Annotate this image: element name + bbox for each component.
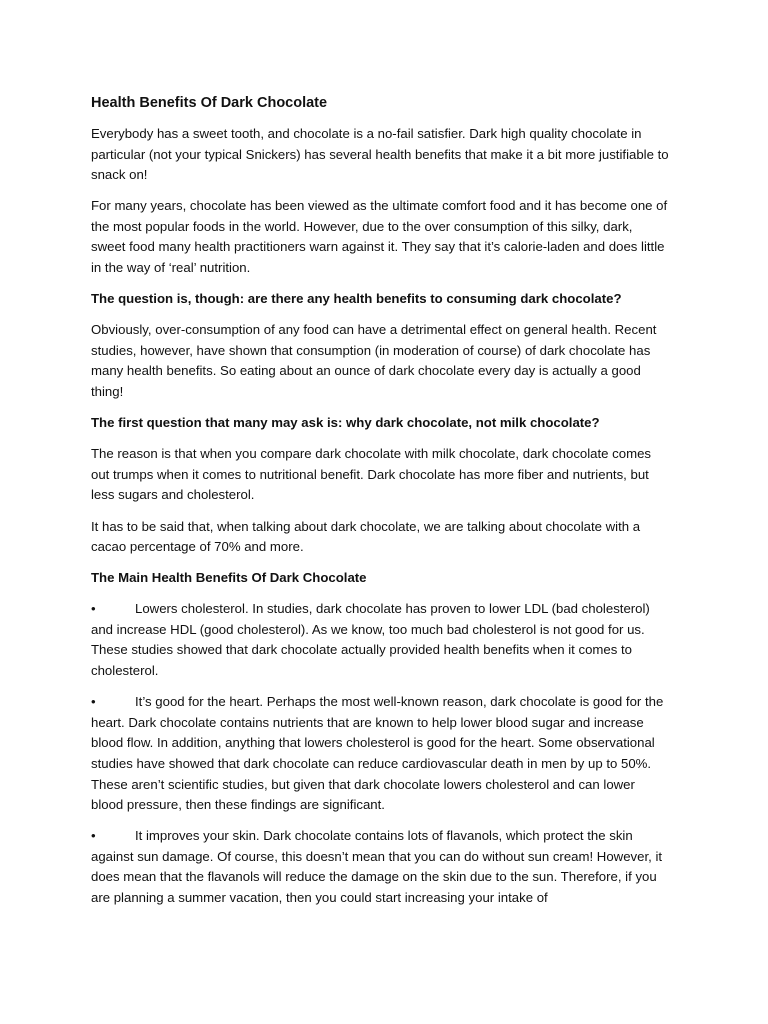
paragraph-intro: Everybody has a sweet tooth, and chocolate is a no-fail satisfier. Dark high quality chocolate in particular (not your typical Snickers) has several health benefits that make it a bit more justifiable to snack on! (91, 126, 669, 183)
paragraph-comparison: The reason is that when you compare dark chocolate with milk chocolate, dark chocolate comes out trumps when it comes to nutritional benefit. Dark chocolate has more fiber and nutrients, but less sugars and cholesterol. (91, 446, 652, 503)
bullet-text: It improves your skin. Dark chocolate contains lots of flavanols, which protect the skin against sun damage. Of course, this doesn’t mean that you can do without sun cream! However, it does mean that the flavanols will reduce the damage on the skin due to the sun. Therefore, if you are planning a summer vacation, then you could start increasing your intake of (91, 828, 663, 905)
document-title: Health Benefits Of Dark Chocolate (91, 95, 328, 111)
bullet-item-skin (91, 826, 669, 908)
question-dark-vs-milk: The first question that many may ask is: why dark chocolate, not milk chocolate? (91, 415, 600, 431)
bullet-item-heart (91, 692, 669, 816)
paragraph-comfort-food: For many years, chocolate has been viewed as the ultimate comfort food and it has become one of the most popular foods in the world. However, due to the over consumption of this silky, dark, sweet food many health practitioners warn against it. They say that it’s calorie-laden and does little in the way of ‘real’ nutrition. (91, 198, 668, 276)
bullet-text: It’s good for the heart. Perhaps the most well-known reason, dark chocolate is good for the heart. Dark chocolate contains nutrients that are known to help lower blood sugar and increase blood flow. In addition, anything that lowers cholesterol is good for the heart. Some observational studies have showed that dark chocolate can reduce cardiovascular death in men by up to 50%. These aren’t scientific studies, but given that dark chocolate lowers cholesterol and can lower blood pressure, then these findings are significant. (91, 694, 664, 813)
bullet-icon: • (91, 694, 96, 710)
bullet-item-cholesterol (91, 599, 669, 681)
bullet-text: Lowers cholesterol. In studies, dark chocolate has proven to lower LDL (bad cholesterol) and increase HDL (good cholesterol). As we know, too much bad cholesterol is not good for us. These studies showed that dark chocolate actually provided health benefits when it comes to cholesterol. (91, 601, 650, 679)
section-heading-main-benefits: The Main Health Benefits Of Dark Chocolate (91, 570, 367, 586)
paragraph-moderation: Obviously, over-consumption of any food can have a detrimental effect on general health. Recent studies, however, have shown that consumption (in moderation of course) of dark chocolate has many health benefits. So eating about an ounce of dark chocolate every day is actually a good thing! (91, 322, 657, 400)
paragraph-cacao-percentage: It has to be said that, when talking about dark chocolate, we are talking about chocolate with a cacao percentage of 70% and more. (91, 518, 641, 555)
bullet-icon: • (91, 601, 96, 617)
question-health-benefits: The question is, though: are there any health benefits to consuming dark chocolate? (91, 291, 622, 307)
document-page (91, 92, 669, 919)
bullet-icon: • (91, 828, 96, 844)
